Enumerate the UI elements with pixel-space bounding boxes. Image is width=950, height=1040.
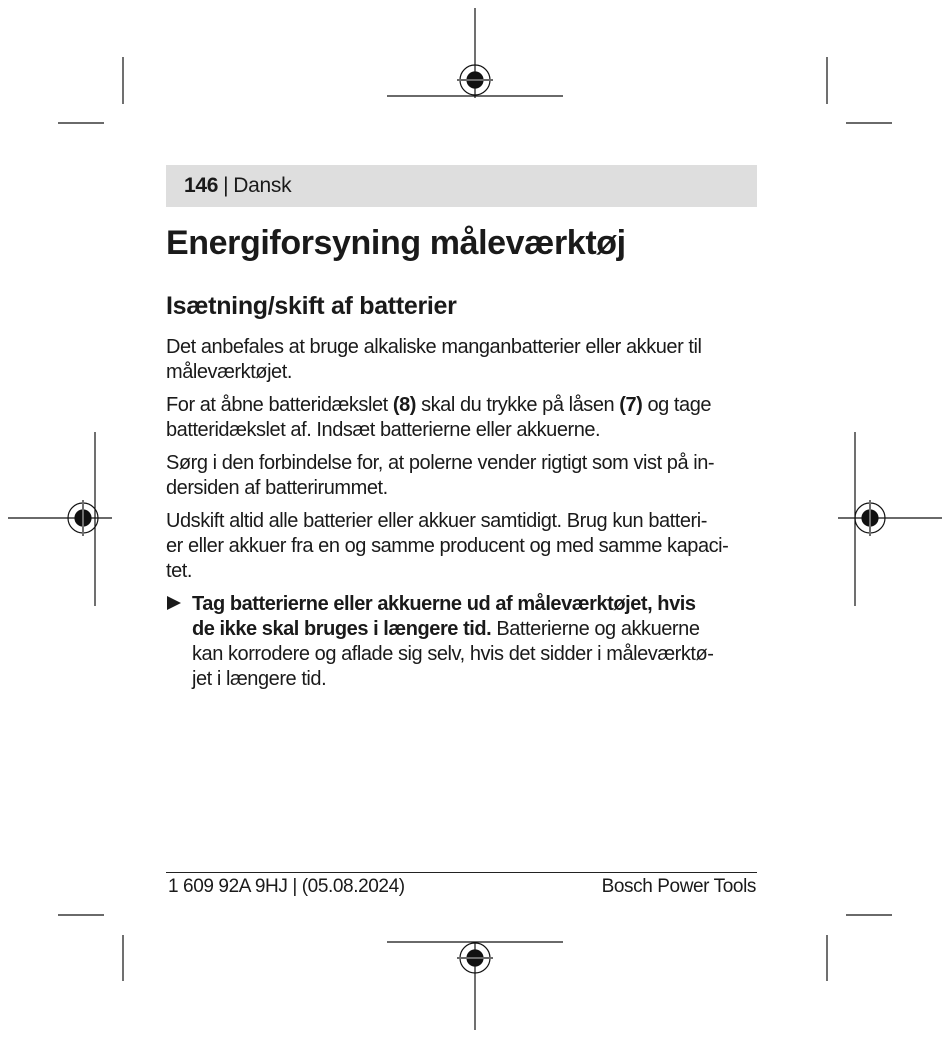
reference-number: (8) (392, 394, 416, 416)
registration-mark-icon (838, 432, 942, 606)
text-line: Udskift altid alle batterier eller akkuer samtidigt. Brug kun batteri- (166, 510, 707, 532)
triangle-right-icon (166, 592, 192, 692)
warning-text (192, 592, 758, 692)
footer-brand: Bosch Power Tools (601, 876, 756, 897)
paragraph-polarity (166, 451, 758, 501)
text-line: tet. (166, 560, 192, 582)
registration-mark-icon (387, 942, 563, 1030)
warning-item (166, 592, 758, 692)
registration-mark-icon (387, 8, 563, 98)
warning-bold-text: Tag batterierne eller akkuerne ud af måleværktøjet, hvis (192, 593, 696, 615)
registration-mark-icon (8, 432, 112, 606)
page-title: Energiforsyning måleværktøj (166, 224, 626, 262)
text-line (192, 617, 758, 642)
text-line: kan korrodere og aflade sig selv, hvis det sidder i måleværktø- (192, 643, 714, 665)
reference-number: (7) (619, 394, 643, 416)
text-fragment: skal du trykke på låsen (415, 394, 620, 416)
text-line: måleværktøjet. (166, 361, 292, 383)
warning-bold-text: de ikke skal bruges i længere tid. (192, 618, 492, 640)
text-line: jet i længere tid. (192, 668, 327, 690)
text-line (166, 393, 758, 418)
section-body (166, 335, 758, 692)
text-fragment: Batterierne og akkuerne (491, 618, 700, 640)
text-line: dersiden af batterirummet. (166, 477, 388, 499)
text-line (192, 592, 758, 617)
footer-divider (166, 872, 757, 873)
text-line: Det anbefales at bruge alkaliske manganbatterier eller akkuer til (166, 336, 702, 358)
paragraph-recommendation (166, 335, 758, 385)
text-line: Sørg i den forbindelse for, at polerne vender rigtigt som vist på in- (166, 452, 715, 474)
header-language: Dansk (233, 174, 292, 197)
paragraph-replace-all (166, 509, 758, 584)
footer-document-id: 1 609 92A 9HJ | (05.08.2024) (168, 876, 405, 897)
page-number: 146 (184, 174, 219, 197)
text-fragment: For at åbne batteridækslet (166, 394, 393, 416)
text-line: batteridækslet af. Indsæt batterierne eller akkuerne. (166, 419, 601, 441)
section-heading: Isætning/skift af batterier (166, 292, 457, 320)
paragraph-open-cover (166, 393, 758, 443)
page-header (166, 165, 757, 207)
header-separator: | (223, 174, 229, 197)
text-line: er eller akkuer fra en og samme producent og med samme kapaci- (166, 535, 729, 557)
text-fragment: og tage (642, 394, 712, 416)
